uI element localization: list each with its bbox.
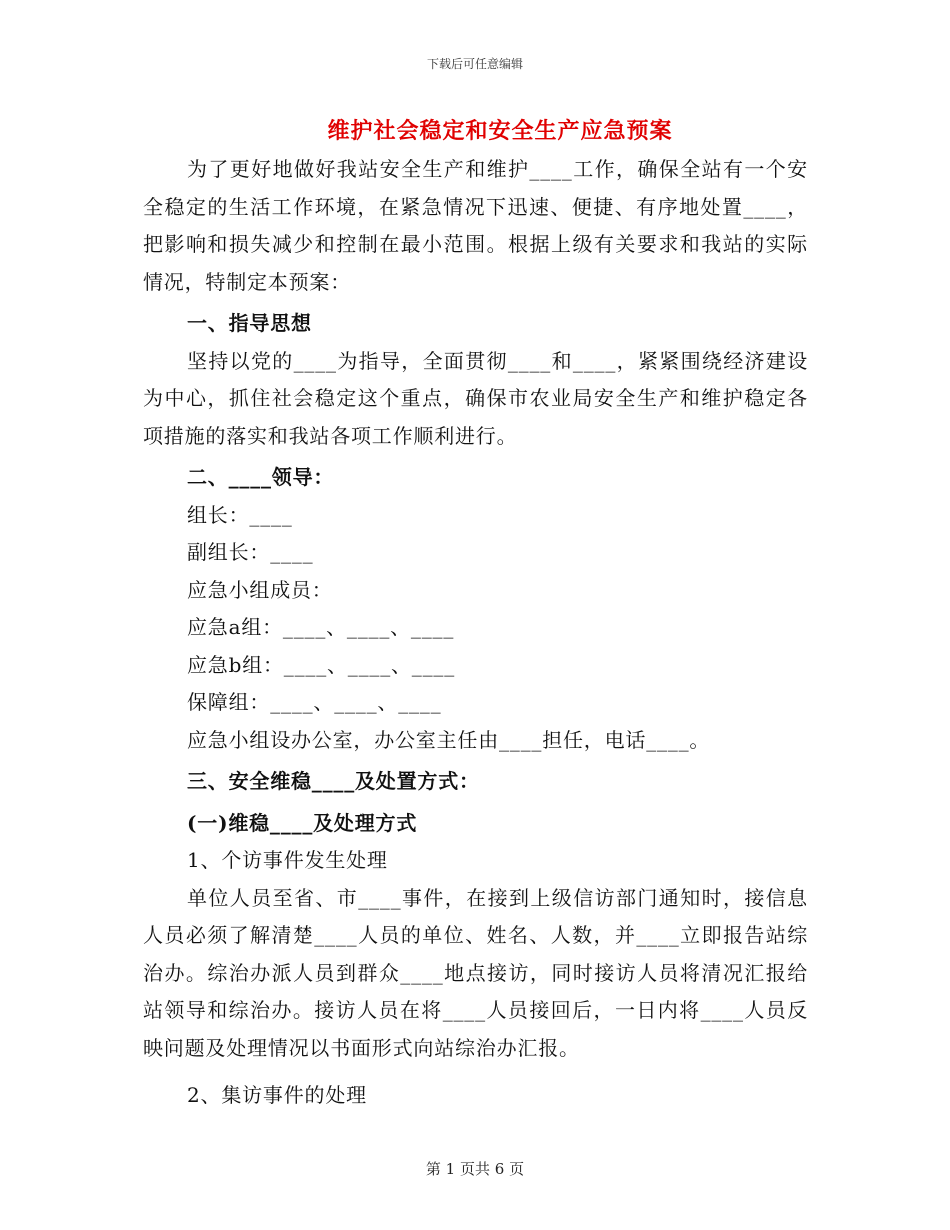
page-footer: 第 1 页共 6 页: [425, 1160, 525, 1178]
deputy-leader-line: 副组长：____: [187, 540, 314, 564]
section-heading-guiding-ideology: 一、指导思想: [187, 311, 312, 335]
section-heading-leadership: 二、____领导：: [187, 465, 335, 489]
intro-paragraph: 为了更好地做好我站安全生产和维护____工作，确保全站有一个安全稳定的生活工作环境，在紧急情况下迅速、便捷、有序地处置____，把影响和损失减少和控制在最小范围。根据上级有关要求和我站的实际情况，特制定本预案：: [143, 157, 808, 294]
document-title: 维护社会稳定和安全生产应急预案: [327, 118, 673, 144]
support-group-line: 保障组：____、____、____: [187, 690, 442, 714]
subsection-heading-stability: (一)维稳____及处理方式: [187, 810, 418, 835]
item-heading-individual-visit: 1、个访事件发生处理: [187, 848, 388, 872]
members-label: 应急小组成员：: [187, 577, 333, 602]
group-b-line: 应急b组：____、____、____: [187, 652, 456, 677]
individual-visit-paragraph: 单位人员至省、市____事件，在接到上级信访部门通知时，接信息人员必须了解清楚____人员的单位、姓名、人数，并____立即报告站综治办。综治办派人员到群众____地点接访，同时接访人员将清况汇报给站领导和综治办。接访人员在将____人员接回后，一日内将____人员反映问题及处理情况以书面形式向站综治办汇报。: [143, 885, 808, 1060]
document-body: [143, 151, 808, 1115]
leader-line: 组长：____: [187, 502, 293, 527]
guiding-ideology-paragraph: 坚持以党的____为指导，全面贯彻____和____，紧紧围绕经济建设为中心，抓住社会稳定这个重点，确保市农业局安全生产和维护稳定各项措施的落实和我站各项工作顺利进行。: [143, 348, 808, 448]
office-line: 应急小组设办公室，办公室主任由____担任，电话____。: [187, 727, 711, 752]
item-heading-group-visit: 2、集访事件的处理: [187, 1083, 367, 1107]
section-heading-safety: 三、安全维稳____及处置方式：: [187, 769, 480, 793]
group-a-line: 应急a组：____、____、____: [187, 615, 455, 639]
page-header: 下载后可任意编辑: [426, 57, 523, 71]
